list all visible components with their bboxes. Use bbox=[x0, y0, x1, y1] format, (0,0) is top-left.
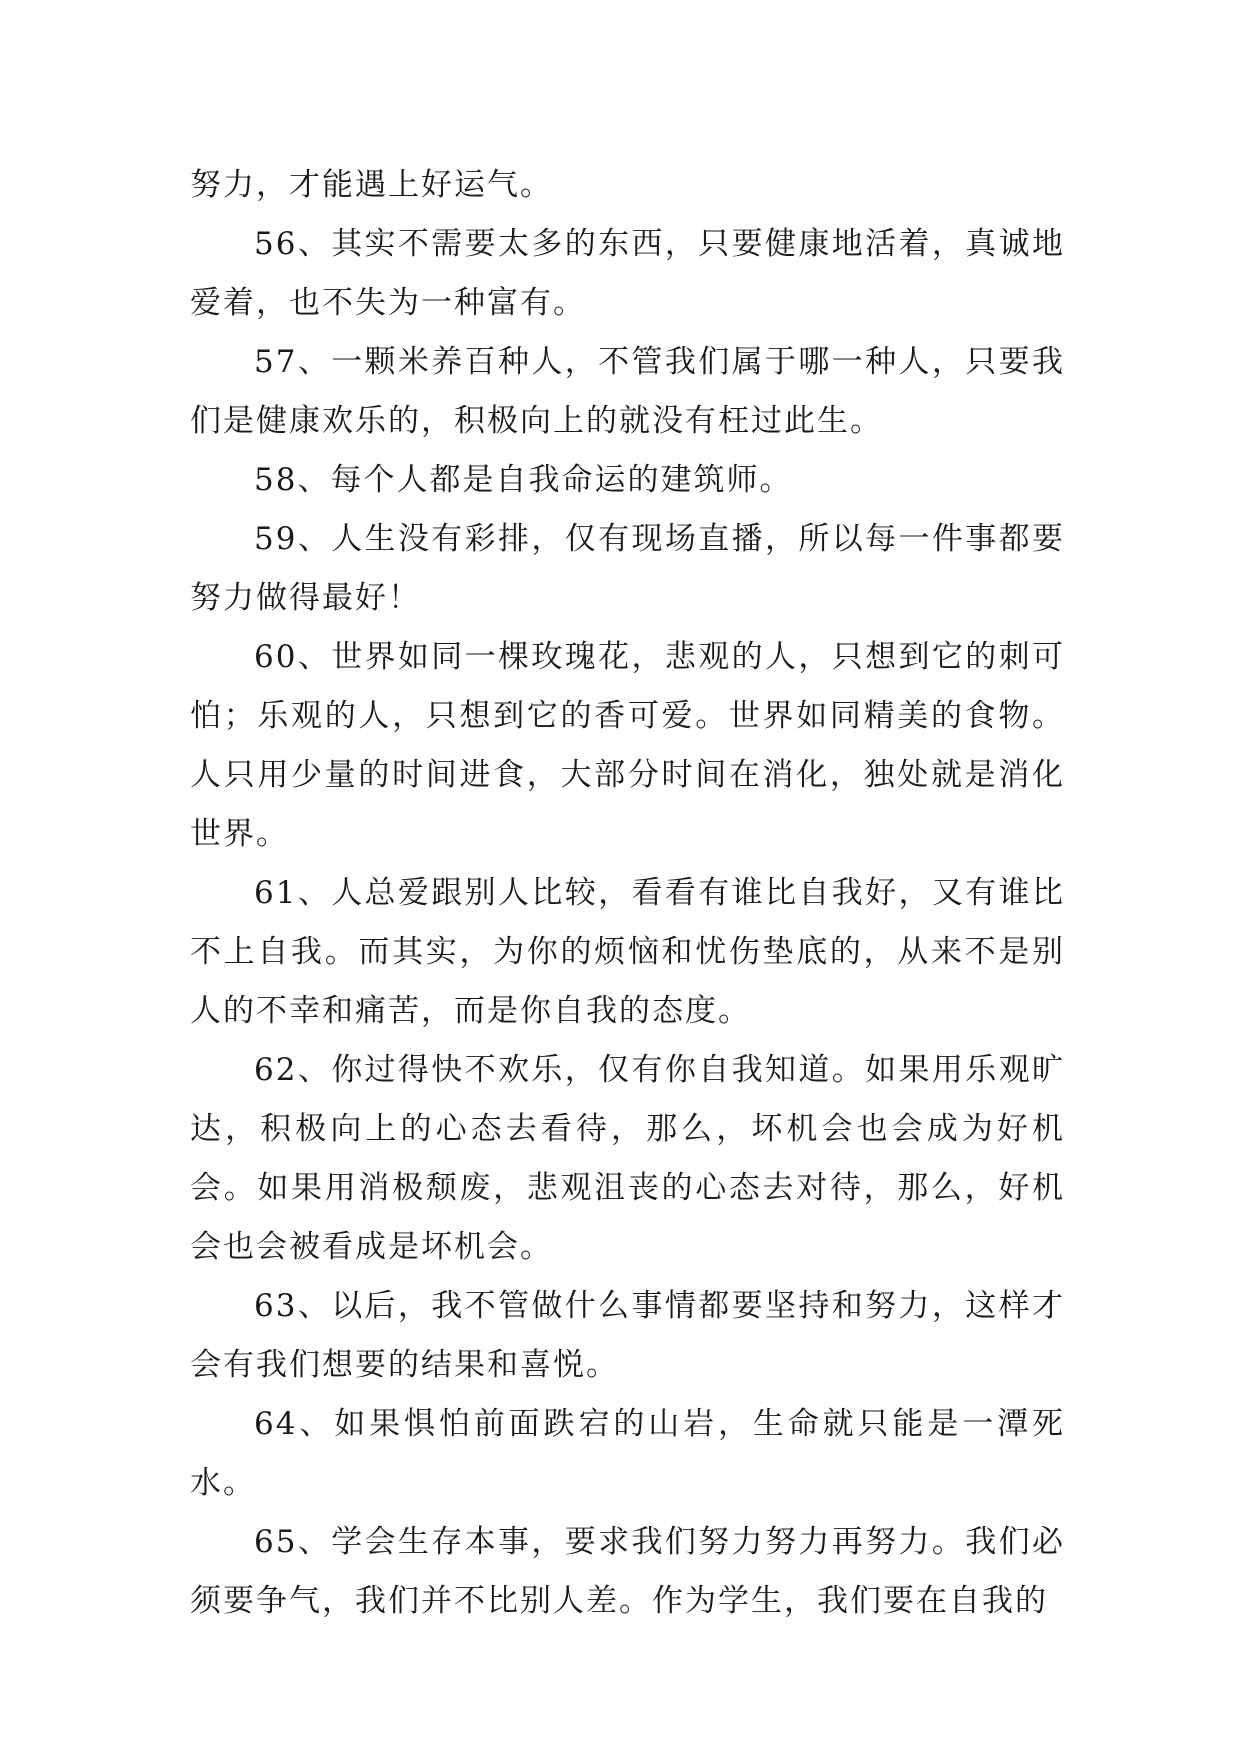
paragraph: 58、每个人都是自我命运的建筑师。 bbox=[254, 462, 793, 498]
paragraph: 65、学会生存本事，要求我们努力努力再努力。我们必须要争气，我们并不比别人差。作为学生，我们要在自我的 bbox=[190, 1524, 1065, 1619]
paragraph: 努力，才能遇上好运气。 bbox=[190, 167, 553, 203]
paragraph: 57、一颗米养百种人，不管我们属于哪一种人，只要我们是健康欢乐的，积极向上的就没有枉过此生。 bbox=[190, 344, 1065, 439]
paragraph: 62、你过得快不欢乐，仅有你自我知道。如果用乐观旷达，积极向上的心态去看待，那么，坏机会也会成为好机会。如果用消极颓废，悲观沮丧的心态去对待，那么，好机会也会被看成是坏机会。 bbox=[190, 1052, 1065, 1265]
paragraph: 64、如果惧怕前面跌宕的山岩，生命就只能是一潭死水。 bbox=[190, 1406, 1065, 1501]
paragraph: 63、以后，我不管做什么事情都要坚持和努力，这样才会有我们想要的结果和喜悦。 bbox=[190, 1288, 1065, 1383]
document-body bbox=[190, 156, 1065, 1631]
paragraph: 59、人生没有彩排，仅有现场直播，所以每一件事都要努力做得最好！ bbox=[190, 521, 1065, 616]
paragraph: 60、世界如同一棵玫瑰花，悲观的人，只想到它的刺可怕；乐观的人，只想到它的香可爱。世界如同精美的食物。人只用少量的时间进食，大部分时间在消化，独处就是消化世界。 bbox=[190, 639, 1065, 852]
paragraph: 61、人总爱跟别人比较，看看有谁比自我好，又有谁比不上自我。而其实，为你的烦恼和忧伤垫底的，从来不是别人的不幸和痛苦，而是你自我的态度。 bbox=[190, 875, 1065, 1029]
paragraph: 56、其实不需要太多的东西，只要健康地活着，真诚地爱着，也不失为一种富有。 bbox=[190, 226, 1065, 321]
